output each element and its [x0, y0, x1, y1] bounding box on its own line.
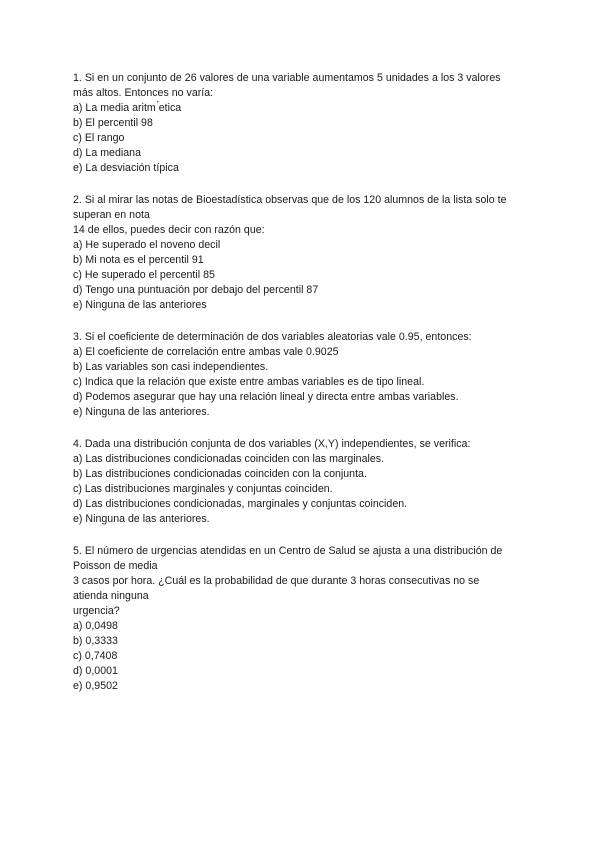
question-2	[73, 193, 543, 313]
question-2-option-d: d) Tengo una puntuación por debajo del percentil 87	[73, 284, 319, 296]
question-5-option-a: a) 0,0498	[73, 620, 118, 632]
question-2-stem-line-3: 14 de ellos, puedes decir con razón que:	[73, 224, 265, 236]
question-3-option-c: c) Indica que la relación que existe entre ambas variables es de tipo lineal.	[73, 376, 425, 388]
question-4-option-e: e) Ninguna de las anteriores.	[73, 513, 210, 525]
question-4-stem-line-1: 4. Dada una distribución conjunta de dos variables (X,Y) independientes, se verifica:	[73, 438, 471, 450]
question-2-option-b: b) Mi nota es el percentil 91	[73, 254, 204, 266]
question-2-option-e: e) Ninguna de las anteriores	[73, 299, 207, 311]
question-1-option-c: c) El rango	[73, 132, 125, 144]
question-4	[73, 437, 543, 527]
question-3-option-e: e) Ninguna de las anteriores.	[73, 406, 210, 418]
question-3-stem-line-1: 3. Si el coeficiente de determinación de dos variables aleatorias vale 0.95, entonces:	[73, 331, 472, 343]
question-2-option-a: a) He superado el noveno decil	[73, 239, 221, 251]
question-5-option-c: c) 0,7408	[73, 650, 118, 662]
question-3-option-a: a) El coeficiente de correlación entre ambas vale 0.9025	[73, 346, 339, 358]
question-2-stem-line-2: superan en nota	[73, 209, 150, 221]
question-1-stem-line-1: 1. Si en un conjunto de 26 valores de una variable aumentamos 5 unidades a los 3 valores	[73, 72, 501, 84]
question-4-option-d: d) Las distribuciones condicionadas, marginales y conjuntas coinciden.	[73, 498, 408, 510]
question-3-option-b: b) Las variables son casi independientes.	[73, 361, 269, 373]
question-2-stem-line-1: 2. Si al mirar las notas de Bioestadística observas que de los 120 alumnos de la lista solo te	[73, 194, 507, 206]
question-1-option-a: a) La media aritm ́etica	[73, 102, 182, 114]
question-5-option-e: e) 0,9502	[73, 680, 118, 692]
question-5-stem-line-4: atienda ninguna	[73, 590, 149, 602]
question-4-option-a: a) Las distribuciones condicionadas coinciden con las marginales.	[73, 453, 385, 465]
question-4-option-c: c) Las distribuciones marginales y conjuntas coinciden.	[73, 483, 333, 495]
question-5-option-d: d) 0,0001	[73, 665, 118, 677]
question-2-option-c: c) He superado el percentil 85	[73, 269, 215, 281]
question-1-stem-line-2: más altos. Entonces no varía:	[73, 87, 214, 99]
question-3	[73, 330, 543, 420]
question-5-stem-line-2: Poisson de media	[73, 560, 158, 572]
question-4-option-b: b) Las distribuciones condicionadas coinciden con la conjunta.	[73, 468, 367, 480]
question-1-option-d: d) La mediana	[73, 147, 141, 159]
question-5	[73, 544, 543, 694]
question-1-option-b: b) El percentil 98	[73, 117, 153, 129]
question-1-option-e: e) La desviación típica	[73, 162, 179, 174]
question-5-stem-line-3: 3 casos por hora. ¿Cuál es la probabilidad de que durante 3 horas consecutivas no se	[73, 575, 480, 587]
question-5-stem-line-5: urgencia?	[73, 605, 120, 617]
question-5-stem-line-1: 5. El número de urgencias atendidas en un Centro de Salud se ajusta a una distribución de	[73, 545, 503, 557]
question-5-option-b: b) 0,3333	[73, 635, 118, 647]
question-list	[73, 71, 543, 711]
question-1	[73, 71, 543, 176]
question-3-option-d: d) Podemos asegurar que hay una relación lineal y directa entre ambas variables.	[73, 391, 459, 403]
